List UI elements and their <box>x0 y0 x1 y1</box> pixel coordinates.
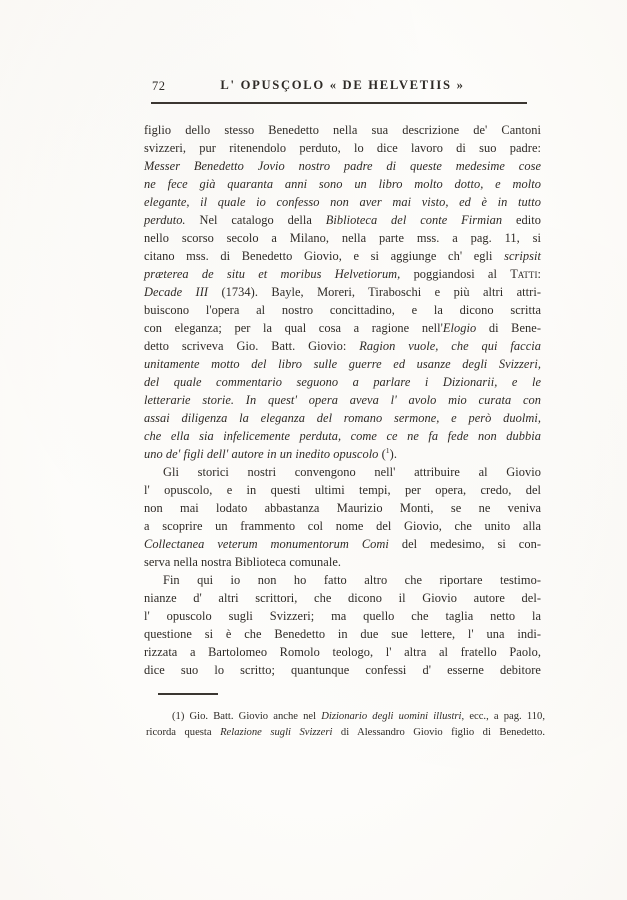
text-segment: l' opuscolo sugli Svizzeri; ma quello che taglia netto la <box>144 609 541 623</box>
body-text-line <box>144 121 541 139</box>
page-number: 72 <box>152 79 166 93</box>
text-segment: Relazione sugli Svizzeri <box>220 726 333 738</box>
text-segment: : <box>537 267 542 281</box>
text-segment: dice suo lo scritto; quantunque confessi d' esserne debitore <box>144 663 541 677</box>
footnote <box>146 709 545 740</box>
text-segment: Biblioteca del conte Firmian <box>325 213 503 227</box>
text-segment: perduto. <box>144 213 186 227</box>
text-segment: Decade III <box>144 285 209 299</box>
body-text-line <box>144 517 541 535</box>
body-text-line <box>144 661 541 679</box>
text-segment: del medesimo, si con- <box>388 537 542 551</box>
body-text-line <box>144 355 541 373</box>
text-segment: Collectanea veterum monumentorum Comi <box>144 537 389 551</box>
body-text-line <box>144 211 541 229</box>
text-segment: Ragion vuole, che qui faccia <box>359 339 541 353</box>
body-text-line <box>144 319 541 337</box>
body-text-line <box>144 391 541 409</box>
text-segment: unitamente motto del libro sulle guerre ed usanze degli Svizzeri, <box>144 357 541 371</box>
text-segment: (1) Gio. Batt. Giovio anche nel <box>172 711 322 722</box>
body-text-line <box>144 409 541 427</box>
body-text-line <box>144 265 541 283</box>
text-segment: letterarie storie. In quest' opera aveva l' avolo mio curata con <box>144 393 541 407</box>
text-segment: figlio dello stesso Benedetto nella sua descrizione de' Cantoni <box>144 123 541 137</box>
text-segment: uno de' figli dell' autore in un inedito opuscolo <box>144 447 382 461</box>
body-text-line <box>144 589 541 607</box>
body-text-line <box>144 427 541 445</box>
text-segment: edito <box>502 213 541 227</box>
text-segment: serva nella nostra Biblioteca comunale. <box>144 555 342 569</box>
text-segment: a scoprire un frammento col nome del Giovio, che unito alla <box>144 519 541 533</box>
footnote-line <box>146 725 545 741</box>
text-segment: l' opuscolo, e in questi ultimi tempi, per opera, credo, del <box>144 483 541 497</box>
body-text-line <box>144 193 541 211</box>
text-segment: nianze d' altri scrittori, che dicono il Giovio autore del- <box>144 591 541 605</box>
text-segment: questione si è che Benedetto in due sue lettere, l' una indi- <box>144 627 541 641</box>
text-segment: Tatti <box>510 267 538 281</box>
body-text-line <box>144 283 541 301</box>
body-text-line <box>144 481 541 499</box>
text-segment: poggiandosi al <box>400 267 511 281</box>
text-segment: elegante, il quale io confesso non aver mai visto, ed è in tutto <box>144 195 541 209</box>
text-segment: nello scorso secolo a Milano, nella parte mss. a pag. 11, si <box>144 231 541 245</box>
text-segment: del quale commentario seguono a parlare i Dizionarii, e le <box>144 375 541 389</box>
page-header-title: L' OPUSÇOLO « DE HELVETIIS » <box>220 78 465 92</box>
body-text-line <box>144 373 541 391</box>
text-segment: Elogio <box>442 321 477 335</box>
text-segment: ne fece già quaranta anni sono un libro molto dotto, e molto <box>144 177 541 191</box>
text-segment: non mai lodato abbastanza Maurizio Monti, se ne veniva <box>144 501 541 515</box>
text-segment: assai diligenza la eleganza del romano sermone, e però duolmi, <box>144 411 541 425</box>
text-segment: scripsit <box>504 249 541 263</box>
body-text-line <box>144 445 541 463</box>
body-text-line <box>144 301 541 319</box>
text-segment: detto scriveva Gio. Batt. Giovio: <box>144 339 360 353</box>
body-text-line <box>144 337 541 355</box>
header-rule <box>151 102 527 104</box>
text-segment: citano mss. di Benedetto Giovio, e si aggiunge ch' egli <box>144 249 505 263</box>
text-segment: rizzata a Bartolomeo Romolo teologo, l' altra al fratello Paolo, <box>144 645 541 659</box>
text-segment: 1 <box>385 445 390 455</box>
body-text-line <box>144 175 541 193</box>
body-text-line <box>144 499 541 517</box>
text-segment: , ecc., a pag. 110, <box>461 711 546 722</box>
body-text-line <box>144 571 541 589</box>
text-segment: di Bene- <box>476 321 541 335</box>
text-segment: præterea de situ et moribus Helvetiorum, <box>144 267 401 281</box>
text-segment: di Alessandro Giovio figlio di Benedetto. <box>332 726 545 738</box>
text-segment: (1734). Bayle, Moreri, Tiraboschi e più altri attri- <box>208 285 541 299</box>
text-segment: ). <box>389 447 397 461</box>
text-segment: con eleganza; per la qual cosa a ragione nell' <box>144 321 443 335</box>
text-segment: Nel catalogo della <box>185 213 326 227</box>
text-segment: svizzeri, pur ritenendolo perduto, lo dice lavoro di suo padre: <box>144 141 541 155</box>
text-segment: Fin qui io non ho fatto altro che riportare testimo- <box>163 573 541 587</box>
body-text-line <box>144 139 541 157</box>
body-text-line <box>144 157 541 175</box>
body-text-line <box>144 625 541 643</box>
body-text-line <box>144 535 541 553</box>
footnote-rule <box>158 693 218 695</box>
text-segment: Gli storici nostri convengono nell' attribuire al Giovio <box>163 465 541 479</box>
body-text-line <box>144 607 541 625</box>
text-segment: ( <box>381 447 386 461</box>
body-text-line <box>144 463 541 481</box>
text-segment: Dizionario degli uomini illustri <box>321 711 462 722</box>
body-text-line <box>144 643 541 661</box>
text-segment: buiscono l'opera al nostro concittadino, e la dicono scritta <box>144 303 541 317</box>
text-segment: Messer Benedetto Jovio nostro padre di queste medesime cose <box>144 159 541 173</box>
text-segment: che ella sia infelicemente perduta, come ce ne fa fede non dubbia <box>144 429 541 443</box>
footnote-line <box>146 709 545 725</box>
body-text-line <box>144 553 541 571</box>
body-text-line <box>144 229 541 247</box>
body-text <box>144 121 541 679</box>
text-segment: ricorda questa <box>146 726 221 738</box>
body-text-line <box>144 247 541 265</box>
